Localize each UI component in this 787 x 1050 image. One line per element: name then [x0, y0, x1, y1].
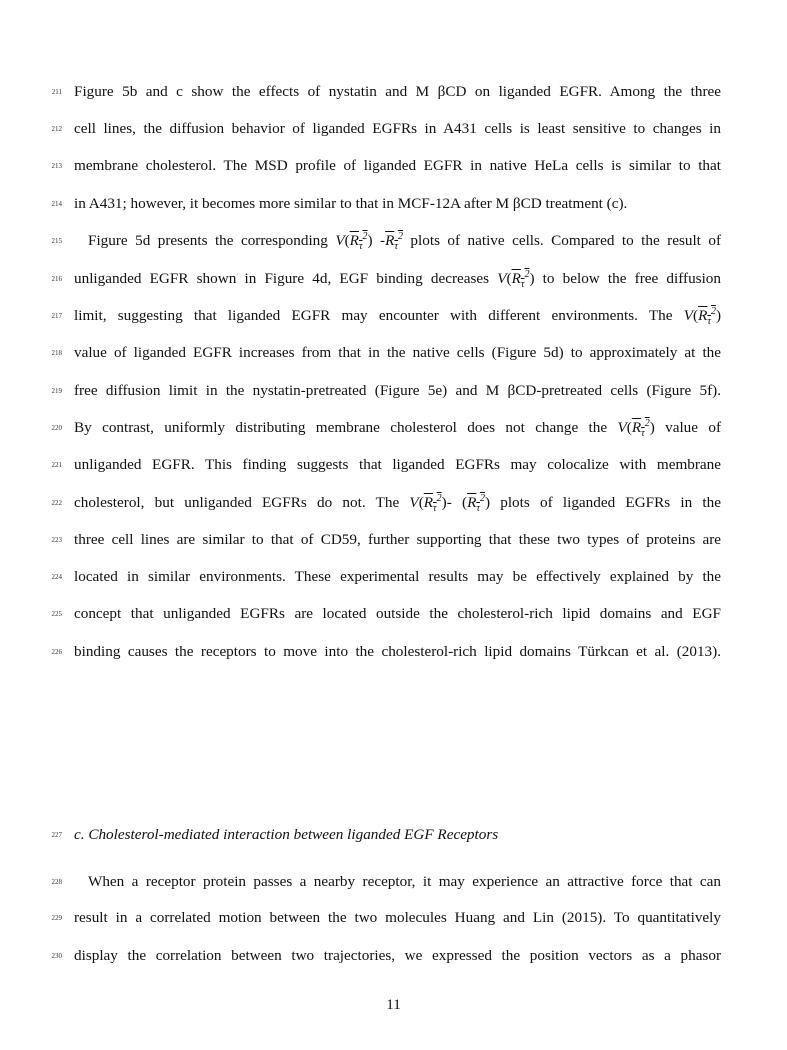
line-number: 220 — [51, 424, 62, 432]
text-line — [0, 194, 787, 214]
line-number: 227 — [51, 831, 62, 839]
line-number: 225 — [51, 610, 62, 618]
line-text: binding causes the receptors to move into the cholesterol-rich lipid domains Türkcan et al. (2013). — [74, 643, 721, 660]
line-number: 223 — [51, 536, 62, 544]
variance-formula: V — [335, 232, 345, 249]
section-heading: c. Cholesterol-mediated interaction between liganded EGF Receptors — [74, 826, 499, 843]
line-text: display the correlation between two trajectories, we expressed the position vectors as a phasor — [74, 947, 721, 964]
text-line — [0, 269, 787, 289]
line-number: 222 — [51, 499, 62, 507]
line-text: three cell lines are similar to that of CD59, further supporting that these two types of proteins are — [74, 531, 721, 548]
line-text: Figure 5b and c show the effects of nystatin and M βCD on liganded EGFR. Among the three — [74, 83, 721, 100]
line-text: result in a correlated motion between the two molecules Huang and Lin (2015). To quantitatively — [74, 909, 721, 926]
line-text: cell lines, the diffusion behavior of liganded EGFRs in A431 cells is least sensitive to changes in — [74, 120, 721, 137]
text-line — [0, 231, 787, 251]
text-line — [0, 418, 787, 438]
text-line — [0, 604, 787, 624]
line-number: 221 — [51, 461, 62, 469]
line-text: in A431; however, it becomes more similar to that in MCF-12A after M βCD treatment (c). — [74, 195, 628, 212]
line-text: When a receptor protein passes a nearby receptor, it may experience an attractive force that can — [88, 873, 721, 890]
text-line — [0, 872, 787, 892]
line-number: 215 — [51, 237, 62, 245]
line-number: 219 — [51, 387, 62, 395]
line-text: membrane cholesterol. The MSD profile of liganded EGFR in native HeLa cells is similar to that — [74, 157, 721, 174]
text-line — [0, 156, 787, 176]
line-number: 228 — [51, 878, 62, 886]
variance-formula: V — [683, 307, 693, 324]
line-text: By contrast, uniformly distributing membrane cholesterol does not change the $V(R_\tau^2)$ value of — [74, 417, 722, 440]
text-line — [0, 381, 787, 401]
line-number: 216 — [51, 275, 62, 283]
text-line — [0, 343, 787, 363]
variance-formula: V — [497, 270, 507, 287]
text-line — [0, 908, 787, 928]
line-text: Figure 5d presents the corresponding $V(R_\tau^2)$ $-R_\tau^2$ plots of native cells. Compared to the result of — [88, 230, 722, 253]
text-line — [0, 82, 787, 102]
text-line — [0, 455, 787, 475]
text-line — [0, 306, 787, 326]
line-text: unliganded EGFR shown in Figure 4d, EGF binding decreases $V(R_\tau^2)$ to below the free diffusion — [74, 268, 721, 291]
line-text: limit, suggesting that liganded EGFR may encounter with different environments. The $V(R_\tau^2)$ — [74, 305, 721, 328]
text-line — [0, 119, 787, 139]
variance-formula: V — [409, 494, 419, 511]
line-number: 230 — [51, 952, 62, 960]
line-number: 212 — [51, 125, 62, 133]
line-number: 226 — [51, 648, 62, 656]
line-number: 213 — [51, 162, 62, 170]
text-line — [0, 493, 787, 513]
line-text: cholesterol, but unliganded EGFRs do not. The $V(R_\tau^2)-$ $(R_\tau^2)$ plots of liganded EGFRs in the — [74, 492, 721, 515]
page-number: 11 — [386, 996, 401, 1013]
line-number: 214 — [51, 200, 62, 208]
text-line — [0, 946, 787, 966]
line-text: concept that unliganded EGFRs are located outside the cholesterol-rich lipid domains and EGF — [74, 605, 721, 622]
line-number: 211 — [51, 88, 62, 96]
line-text: unliganded EGFR. This finding suggests that liganded EGFRs may colocalize with membrane — [74, 456, 721, 473]
text-line — [0, 642, 787, 662]
line-number: 229 — [51, 914, 62, 922]
line-text: free diffusion limit in the nystatin-pretreated (Figure 5e) and M βCD-pretreated cells (Figure 5f). — [74, 382, 721, 399]
line-text: value of liganded EGFR increases from that in the native cells (Figure 5d) to approximately at the — [74, 344, 721, 361]
line-text: located in similar environments. These experimental results may be effectively explained by the — [74, 568, 721, 585]
line-number: 224 — [51, 573, 62, 581]
text-line — [0, 567, 787, 587]
line-number: 218 — [51, 349, 62, 357]
line-number: 217 — [51, 312, 62, 320]
section-heading-line — [0, 825, 787, 845]
variance-formula: V — [617, 419, 627, 436]
text-line — [0, 530, 787, 550]
